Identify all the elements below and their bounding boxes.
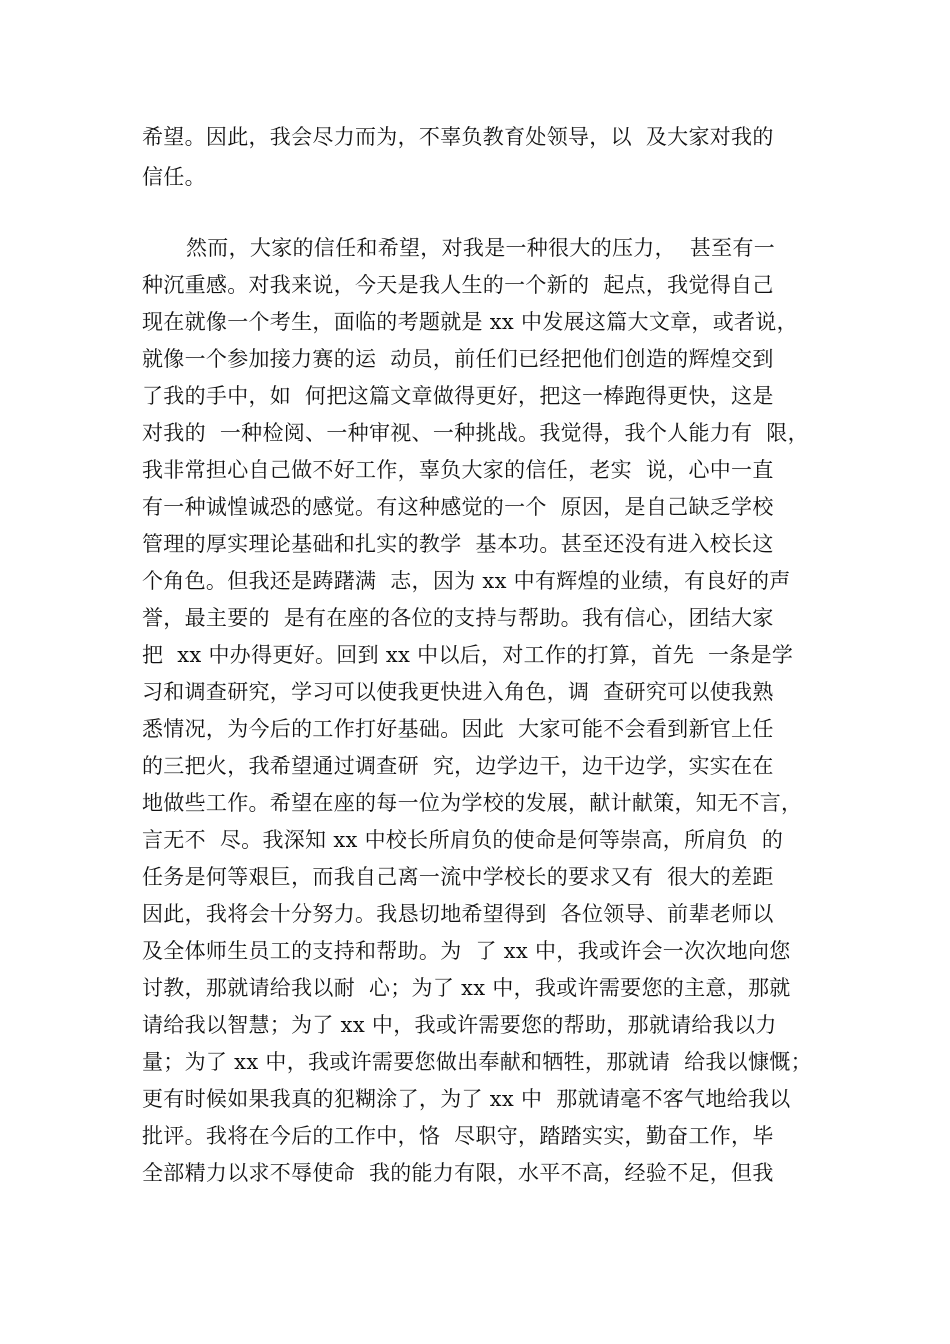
text-line: 习和调查研究，学习可以使我更快进入角色，调 查研究可以使我熟 — [142, 680, 774, 704]
text-line: 批评。我将在今后的工作中，恪 尽职守，踏踏实实，勤奋工作，毕 — [142, 1124, 774, 1148]
text-line: 悉情况，为今后的工作打好基础。因此 大家可能不会看到新官上任 — [142, 717, 774, 741]
text-line: 把 xx 中办得更好。回到 xx 中以后，对工作的打算，首先 一条是学 — [142, 643, 794, 667]
text-line: 对我的 一种检阅、一种审视、一种挑战。我觉得，我个人能力有 限， — [142, 421, 809, 445]
text-line: 请给我以智慧；为了 xx 中，我或许需要您的帮助，那就请给我以力 — [142, 1013, 777, 1037]
text-line: 更有时候如果我真的犯糊涂了，为了 xx 中 那就请毫不客气地给我以 — [142, 1087, 791, 1111]
text-line: 任务是何等艰巨，而我自己离一流中学校长的要求又有 很大的差距 — [142, 865, 774, 889]
text-line: 管理的厚实理论基础和扎实的教学 基本功。甚至还没有进入校长这 — [142, 532, 774, 556]
text-line: 我非常担心自己做不好工作，辜负大家的信任，老实 说，心中一直 — [142, 458, 774, 482]
text-line: 现在就像一个考生，面临的考题就是 xx 中发展这篇大文章，或者说， — [142, 310, 798, 334]
text-line: 信任。 — [142, 165, 206, 189]
text-line: 全部精力以求不辱使命 我的能力有限，水平不高，经验不足，但我 — [142, 1161, 774, 1185]
text-line: 讨教，那就请给我以耐 心；为了 xx 中，我或许需要您的主意，那就 — [142, 976, 791, 1000]
text-line: 誉，最主要的 是有在座的各位的支持与帮助。我有信心，团结大家 — [142, 606, 774, 630]
text-line: 有一种诚惶诚恐的感觉。有这种感觉的一个 原因，是自己缺乏学校 — [142, 495, 774, 519]
text-line: 个角色。但我还是踌躇满 志，因为 xx 中有辉煌的业绩，有良好的声 — [142, 569, 791, 593]
text-line: 地做些工作。希望在座的每一位为学校的发展，献计献策，知无不言， — [142, 791, 803, 815]
text-line: 言无不 尽。我深知 xx 中校长所肩负的使命是何等崇高，所肩负 的 — [142, 828, 784, 852]
paragraph-first-line: 然而，大家的信任和希望，对我是一种很大的压力， 甚至有一 — [186, 236, 776, 260]
text-line: 的三把火，我希望通过调查研 究，边学边干，边干边学，实实在在 — [142, 754, 774, 778]
text-line: 了我的手中，如 何把这篇文章做得更好，把这一棒跑得更快，这是 — [142, 384, 774, 408]
text-line: 因此，我将会十分努力。我恳切地希望得到 各位领导、前辈老师以 — [142, 902, 774, 926]
text-line: 种沉重感。对我来说，今天是我人生的一个新的 起点，我觉得自己 — [142, 273, 774, 297]
text-line: 就像一个参加接力赛的运 动员，前任们已经把他们创造的辉煌交到 — [142, 347, 774, 371]
text-line: 希望。因此，我会尽力而为，不辜负教育处领导，以 及大家对我的 — [142, 125, 774, 149]
text-line: 及全体师生员工的支持和帮助。为 了 xx 中，我或许会一次次地向您 — [142, 939, 791, 963]
text-line: 量；为了 xx 中，我或许需要您做出奉献和牺牲，那就请 给我以慷慨； — [142, 1050, 812, 1074]
